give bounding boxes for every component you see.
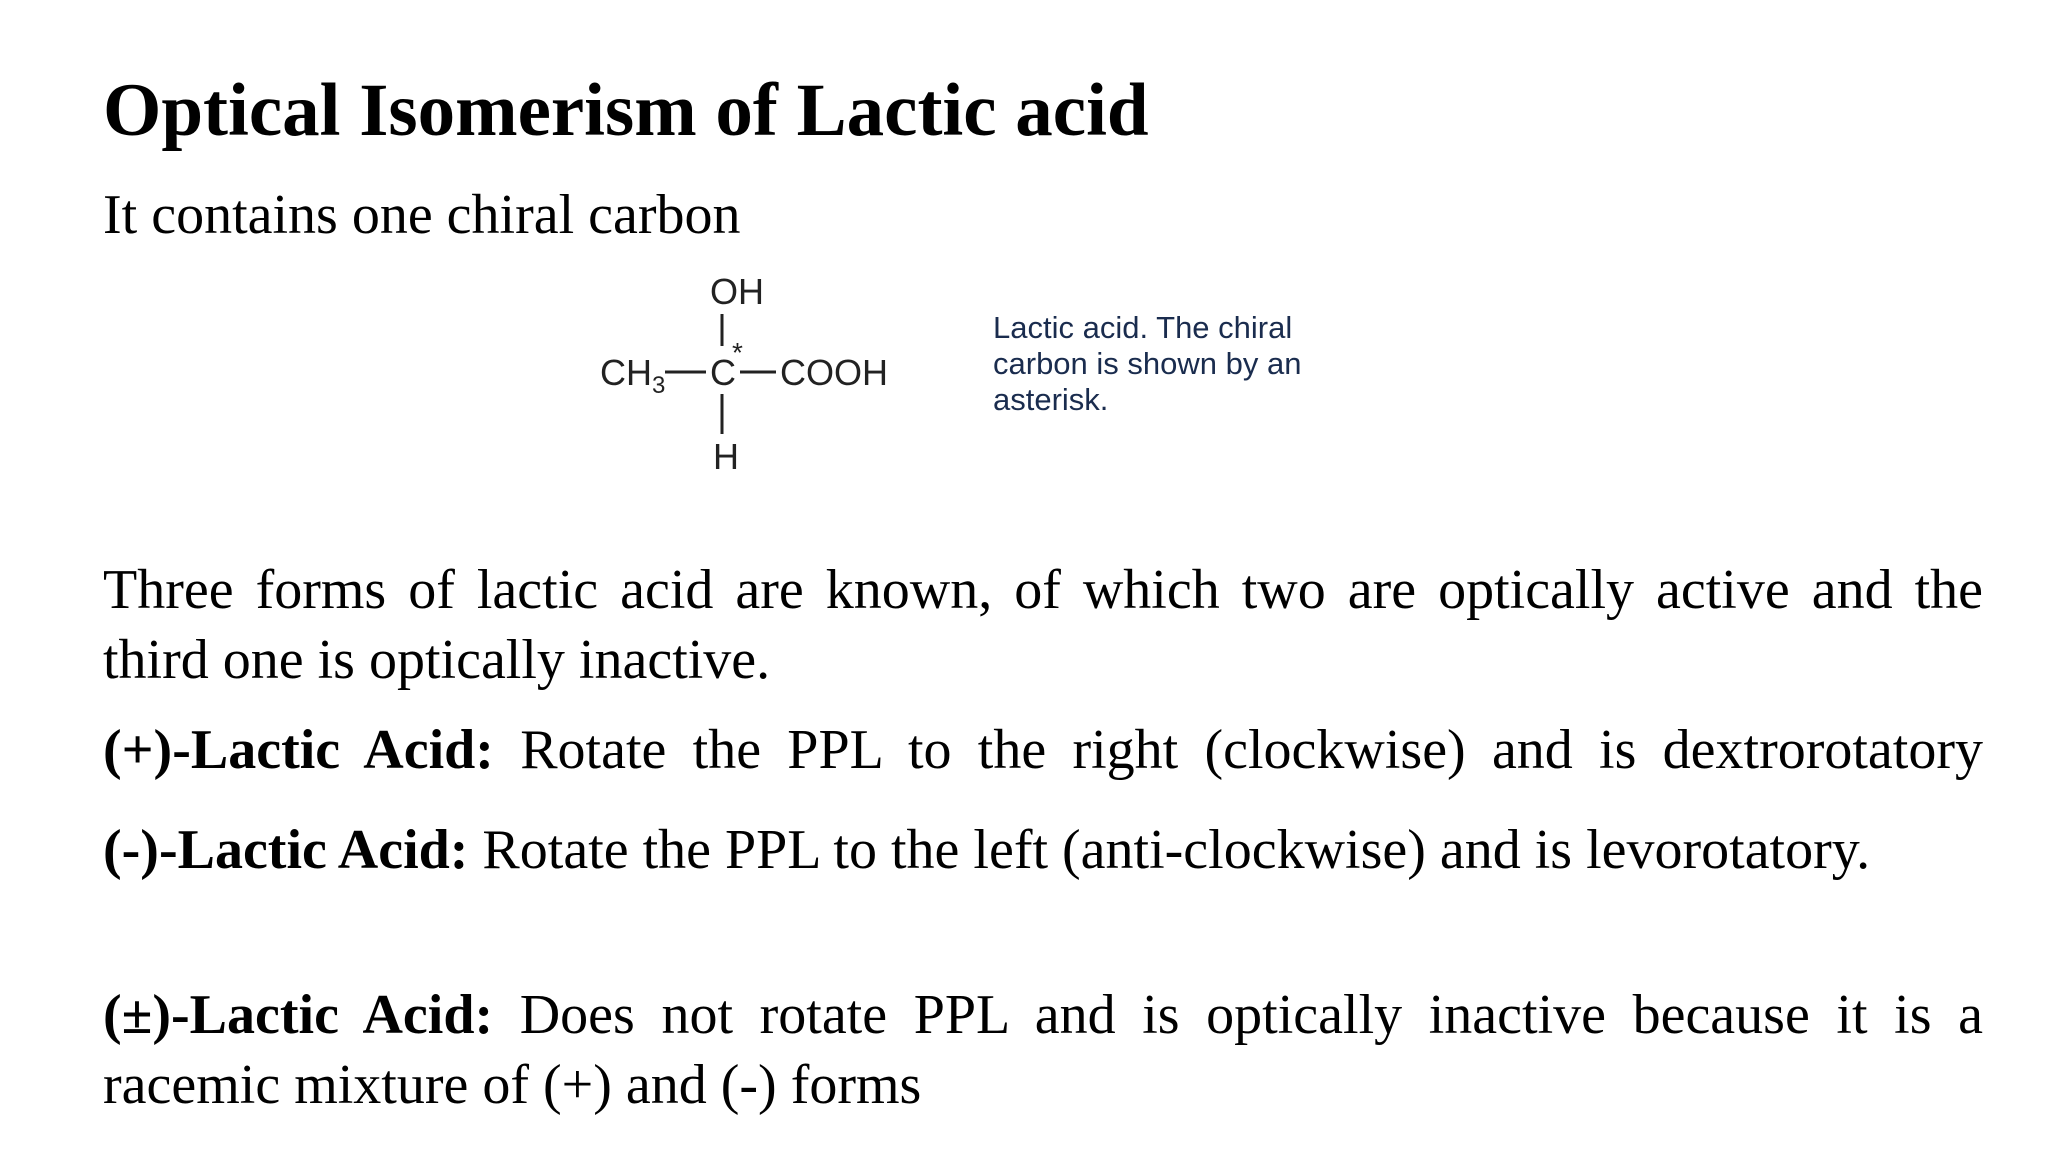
levorotatory-form	[103, 815, 1983, 885]
form-term: (-)-Lactic Acid:	[103, 819, 469, 881]
carboxyl-group-label: COOH	[780, 352, 888, 393]
lactic-acid-structure-figure	[560, 262, 1340, 492]
form-term: (+)-Lactic Acid:	[103, 719, 494, 781]
form-description: Rotate the PPL to the left (anti-clockwise) and is levorotatory.	[468, 819, 1871, 881]
hydroxyl-group-label: OH	[710, 271, 764, 312]
intro-paragraph: Three forms of lactic acid are known, of which two are optically active and the third one is optically inactive.	[103, 559, 1983, 691]
form-description: Does not rotate PPL and is optically inactive because it is a racemic mixture of (+) and (-) forms	[103, 984, 1983, 1116]
slide-title: Optical Isomerism of Lactic acid	[103, 69, 1149, 152]
methyl-group-label: $CH_3$	[600, 352, 666, 399]
hydrogen-label: H	[713, 436, 739, 477]
slide-subtitle: It contains one chiral carbon	[103, 184, 741, 246]
chiral-asterisk: *	[732, 337, 743, 368]
chiral-carbon-label: C	[710, 352, 736, 393]
form-description: Rotate the PPL to the right (clockwise) and is dextrorotatory	[493, 719, 1983, 781]
form-term: (±)-Lactic Acid:	[103, 984, 494, 1046]
racemic-form	[103, 980, 1983, 1120]
figure-caption: Lactic acid. The chiral carbon is shown by an asterisk.	[993, 310, 1302, 417]
dextrorotatory-form	[103, 715, 1983, 785]
